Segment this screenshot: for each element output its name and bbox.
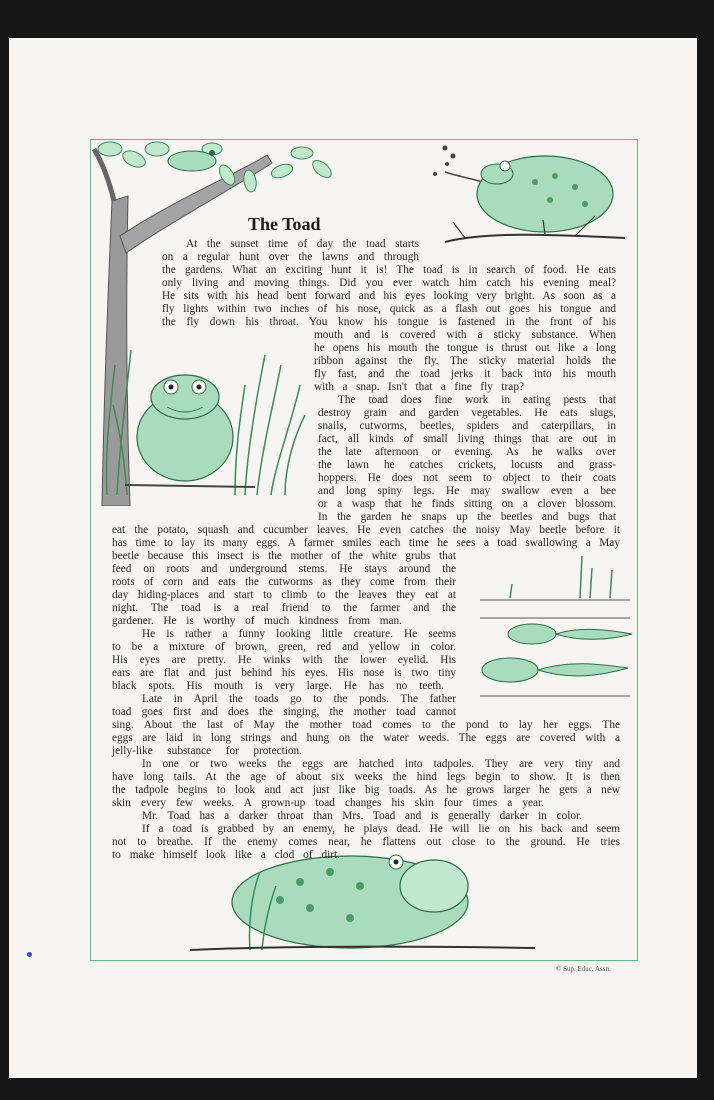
body-line: mouth and is covered with a sticky substance. When <box>314 329 616 341</box>
body-line: sing. About the last of May the mother toad comes to the pond to lay her eggs. The <box>112 719 620 731</box>
body-line: day hiding-places and start to climb to the leaves they eat at <box>112 589 456 601</box>
body-line: snails, cutworms, beetles, spiders and caterpillars, in <box>318 420 616 432</box>
body-line: black spots. His mouth is very large. He has no teeth. <box>112 680 444 692</box>
body-line: toad goes first and does the singing, the mother toad cannot <box>112 706 456 718</box>
tadpoles-illustration <box>470 548 635 700</box>
body-line: the late afternoon or evening. As he walks over <box>318 446 616 458</box>
body-line: fly fast, and the toad jerks it back into his mouth <box>314 368 616 380</box>
body-line: fly lights within two inches of his nose, quick as a flash out goes his tongue and <box>162 303 616 315</box>
body-line: only living and moving things. Did you ever watch him catch his evening meal? <box>162 277 616 289</box>
article-title: The Toad <box>248 214 321 234</box>
body-line: to be a mixture of brown, green, red and yellow in color. <box>112 641 456 653</box>
body-line: jelly-like substance for protection. <box>112 745 302 757</box>
body-line: eggs are laid in long strings and hung on the water weeds. The eggs are covered with a <box>112 732 620 744</box>
body-line: the lawn he catches crickets, locusts and grass- <box>318 459 616 471</box>
body-line: beetle because this insect is the mother of the white grubs that <box>112 550 456 562</box>
copyright-notice: © Sup. Educ. Assn. <box>556 965 611 973</box>
body-line: with a snap. Isn't that a fine fly trap? <box>314 381 524 393</box>
body-line: gardener. He is worthy of much kindness from man. <box>112 615 402 627</box>
body-line: hoppers. He does not seem to object to their coats <box>318 472 616 484</box>
body-line: fact, all kinds of small living things that are out in <box>318 433 616 445</box>
toad-catching-fly-illustration <box>425 142 637 250</box>
body-line: At the sunset time of day the toad starts <box>186 238 419 250</box>
body-line: roots of corn and eats the cutworms as they come from their <box>112 576 456 588</box>
body-line: His eyes are pretty. He winks with the lower eyelid. His <box>112 654 456 666</box>
body-line: ears are flat and just behind his eyes. His nose is two tiny <box>112 667 456 679</box>
body-line: on a regular hunt over the lawns and through <box>162 251 419 263</box>
body-line: and long spiny legs. He may swallow even a bee <box>318 485 616 497</box>
body-line: In one or two weeks the eggs are hatched into tadpoles. They are very tiny and <box>142 758 620 770</box>
body-line: skin every few weeks. A grown-up toad changes his skin four times a year. <box>112 797 544 809</box>
body-line: feed on roots and underground stems. He stays around the <box>112 563 456 575</box>
body-line: to make himself look like a clod of dirt. <box>112 849 340 861</box>
body-line: He sits with his head bent forward and his eyes looking very bright. As soon as a <box>162 290 616 302</box>
body-line: If a toad is grabbed by an enemy, he plays dead. He will lie on his back and seem <box>142 823 620 835</box>
body-line: the fly down his throat. You know his tongue is fastened in the front of his <box>162 316 616 328</box>
toad-in-grass-illustration <box>95 345 310 500</box>
body-line: he opens his mouth the tongue is thrust out like a long <box>314 342 616 354</box>
body-line: eat the potato, squash and cucumber leaves. He even catches the noisy May beetle before it <box>112 524 620 536</box>
margin-ink-dot <box>27 952 32 957</box>
fly-icon <box>433 146 456 177</box>
body-line: In the garden he snaps up the beetles and bugs that <box>318 511 616 523</box>
body-line: has time to lay its many eggs. A farmer smiles each time he sees a toad swallowing a May <box>112 537 620 549</box>
body-line: destroy grain and garden vegetables. He eats slugs, <box>318 407 616 419</box>
body-line: not to breathe. If the enemy comes near, he flattens out close to the ground. He tries <box>112 836 620 848</box>
body-line: the tadpole begins to look and act just like big toads. As he grows larger he gets a new <box>112 784 620 796</box>
body-line: The toad does fine work in eating pests that <box>338 394 616 406</box>
body-line: night. The toad is a real friend to the farmer and the <box>112 602 456 614</box>
body-line: Late in April the toads go to the ponds. The father <box>142 693 456 705</box>
body-line: or a wasp that he finds sitting on a clover blossom. <box>318 498 616 510</box>
body-line: Mr. Toad has a darker throat than Mrs. Toad and is generally darker in color. <box>142 810 582 822</box>
body-line: have long tails. At the age of about six weeks the hind legs begin to show. It is then <box>112 771 620 783</box>
body-line: He is rather a funny looking little creature. He seems <box>142 628 456 640</box>
body-line: ribbon against the fly. The sticky material holds the <box>314 355 616 367</box>
body-line: the gardens. What an exciting hunt it is! The toad is in search of food. He eats <box>162 264 616 276</box>
